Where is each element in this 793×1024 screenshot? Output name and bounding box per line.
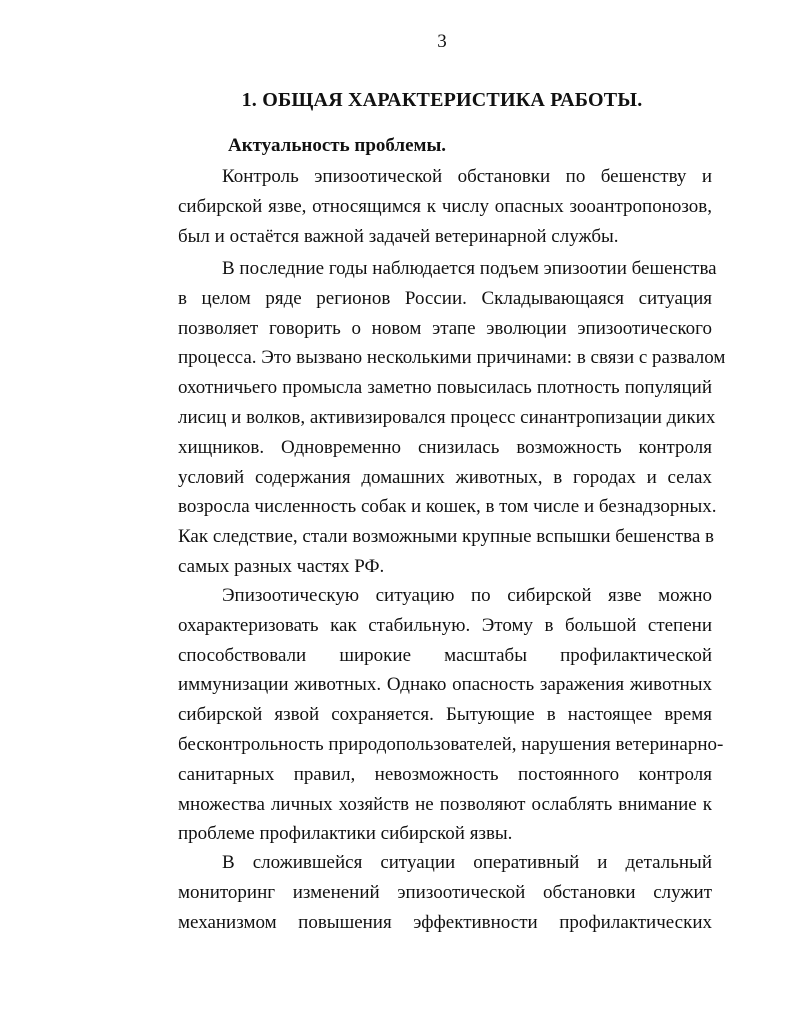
text-line: Контроль эпизоотической обстановки по бешенству и — [222, 166, 712, 187]
text-line: проблеме профилактики сибирской язвы. — [178, 823, 513, 845]
paragraph-2 — [178, 254, 726, 582]
text-line: возросла численность собак и кошек, в том числе и безнадзорных. — [178, 496, 717, 518]
paragraph-3 — [178, 581, 724, 849]
page-number: 3 — [437, 31, 447, 52]
text-line: мониторинг изменений эпизоотической обстановки служит — [178, 881, 712, 903]
text-line: самых разных частях РФ. — [178, 555, 385, 577]
text-line: В сложившейся ситуации оперативный и детальный — [222, 852, 712, 873]
text-line: позволяет говорить о новом этапе эволюции эпизоотического — [178, 317, 712, 339]
text-line: механизмом повышения эффективности профилактических — [178, 911, 712, 933]
text-line: условий содержания домашних животных, в городах и селах — [178, 466, 712, 488]
section-title: 1. ОБЩАЯ ХАРАКТЕРИСТИКА РАБОТЫ. — [241, 89, 643, 111]
text-line: иммунизации животных. Однако опасность заражения животных — [178, 674, 712, 696]
text-line: санитарных правил, невозможность постоянного контроля — [178, 763, 712, 785]
text-line: процесса. Это вызвано несколькими причинами: в связи с развалом — [178, 347, 726, 369]
text-line: охарактеризовать как стабильную. Этому в большой степени — [178, 614, 712, 636]
paragraph-1 — [178, 162, 712, 251]
text-line: сибирской язве, относящимся к числу опасных зооантропонозов, — [178, 195, 712, 217]
paragraph-4 — [178, 848, 712, 937]
text-line: множества личных хозяйств не позволяют ослаблять внимание к — [178, 793, 712, 815]
text-line: В последние годы наблюдается подъем эпизоотии бешенства — [222, 258, 717, 279]
text-line: лисиц и волков, активизировался процесс синантропизации диких — [178, 406, 716, 428]
text-line: Эпизоотическую ситуацию по сибирской язве можно — [222, 585, 712, 606]
text-line: был и остаётся важной задачей ветеринарной службы. — [178, 225, 619, 247]
text-line: сибирской язвой сохраняется. Бытующие в настоящее время — [178, 704, 712, 726]
text-line: хищников. Одновременно снизилась возможность контроля — [178, 436, 712, 458]
text-line: охотничьего промысла заметно повысилась плотность популяций — [178, 377, 712, 399]
subheading: Актуальность проблемы. — [228, 135, 447, 156]
text-line: в целом ряде регионов России. Складывающаяся ситуация — [178, 287, 712, 309]
text-line: Как следствие, стали возможными крупные вспышки бешенства в — [178, 526, 714, 548]
text-line: способствовали широкие масштабы профилактической — [178, 644, 712, 666]
text-line: бесконтрольность природопользователей, нарушения ветеринарно- — [178, 733, 724, 755]
